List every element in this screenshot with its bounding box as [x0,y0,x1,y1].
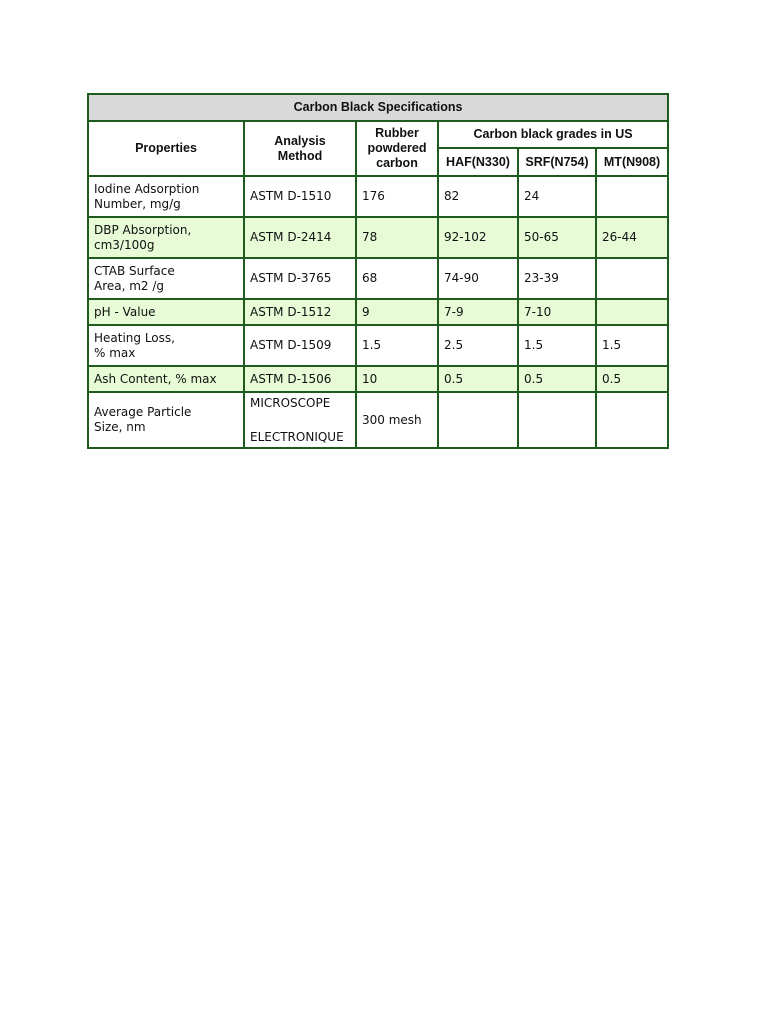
header-analysis-line1: Analysis [274,133,326,148]
cell-srf: 1.5 [518,325,596,366]
cell-property [88,392,244,448]
cell-method: ASTM D-3765 [244,258,356,299]
method-line1: MICROSCOPE [250,395,331,410]
header-rubber-powdered-carbon [356,121,438,176]
table-row [88,392,668,448]
cell-property [88,325,244,366]
table-title: Carbon Black Specifications [88,94,668,121]
cell-method: ASTM D-1506 [244,366,356,392]
cell-mt: 0.5 [596,366,668,392]
property-line2: Number, mg/g [94,196,181,211]
cell-property: pH - Value [88,299,244,325]
table-row [88,299,668,325]
cell-srf: 23-39 [518,258,596,299]
header-rubber-line1: Rubber [375,126,419,140]
carbon-black-spec-table [87,93,669,449]
property-line1: CTAB Surface [94,263,175,278]
cell-mt [596,299,668,325]
property-line1: Average Particle [94,405,192,419]
cell-haf: 82 [438,176,518,217]
cell-haf: 92-102 [438,217,518,258]
cell-srf: 50-65 [518,217,596,258]
property-line2: Size, nm [94,420,146,434]
property-line2: cm3/100g [94,237,155,252]
property-line2: Area, m2 /g [94,278,165,293]
cell-rubber: 176 [356,176,438,217]
header-properties: Properties [88,121,244,176]
method-line2: ELECTRONIQUE [250,429,344,444]
cell-rubber: 1.5 [356,325,438,366]
table-row [88,325,668,366]
cell-property [88,258,244,299]
header-rubber-line2: powdered [367,141,427,155]
cell-property: Ash Content, % max [88,366,244,392]
property-line1: Iodine Adsorption [94,181,200,196]
cell-haf: 7-9 [438,299,518,325]
cell-method: ASTM D-1509 [244,325,356,366]
cell-mt: 26-44 [596,217,668,258]
cell-mt: 1.5 [596,325,668,366]
cell-method: ASTM D-2414 [244,217,356,258]
header-grade-mt: MT(N908) [596,148,668,176]
property-line2: % max [94,345,136,360]
cell-mt [596,176,668,217]
table-row [88,366,668,392]
cell-mt [596,258,668,299]
property-line1: Heating Loss, [94,330,175,345]
cell-srf: 24 [518,176,596,217]
header-grade-srf: SRF(N754) [518,148,596,176]
header-grades-group: Carbon black grades in US [438,121,668,148]
cell-rubber: 300 mesh [356,392,438,448]
header-rubber-line3: carbon [376,156,418,170]
cell-property [88,217,244,258]
cell-rubber: 10 [356,366,438,392]
header-grade-haf: HAF(N330) [438,148,518,176]
cell-rubber: 9 [356,299,438,325]
cell-srf: 0.5 [518,366,596,392]
header-analysis-line2: Method [277,148,323,163]
cell-haf [438,392,518,448]
cell-srf: 7-10 [518,299,596,325]
header-analysis-method [244,121,356,176]
cell-rubber: 78 [356,217,438,258]
cell-haf: 2.5 [438,325,518,366]
property-line1: DBP Absorption, [94,222,192,237]
cell-method: ASTM D-1512 [244,299,356,325]
table-row [88,258,668,299]
table-row [88,217,668,258]
cell-srf [518,392,596,448]
method-spacer [250,411,350,430]
cell-property [88,176,244,217]
cell-rubber: 68 [356,258,438,299]
table-row [88,176,668,217]
cell-method [244,392,356,448]
cell-mt [596,392,668,448]
cell-haf: 74-90 [438,258,518,299]
cell-method: ASTM D-1510 [244,176,356,217]
cell-haf: 0.5 [438,366,518,392]
